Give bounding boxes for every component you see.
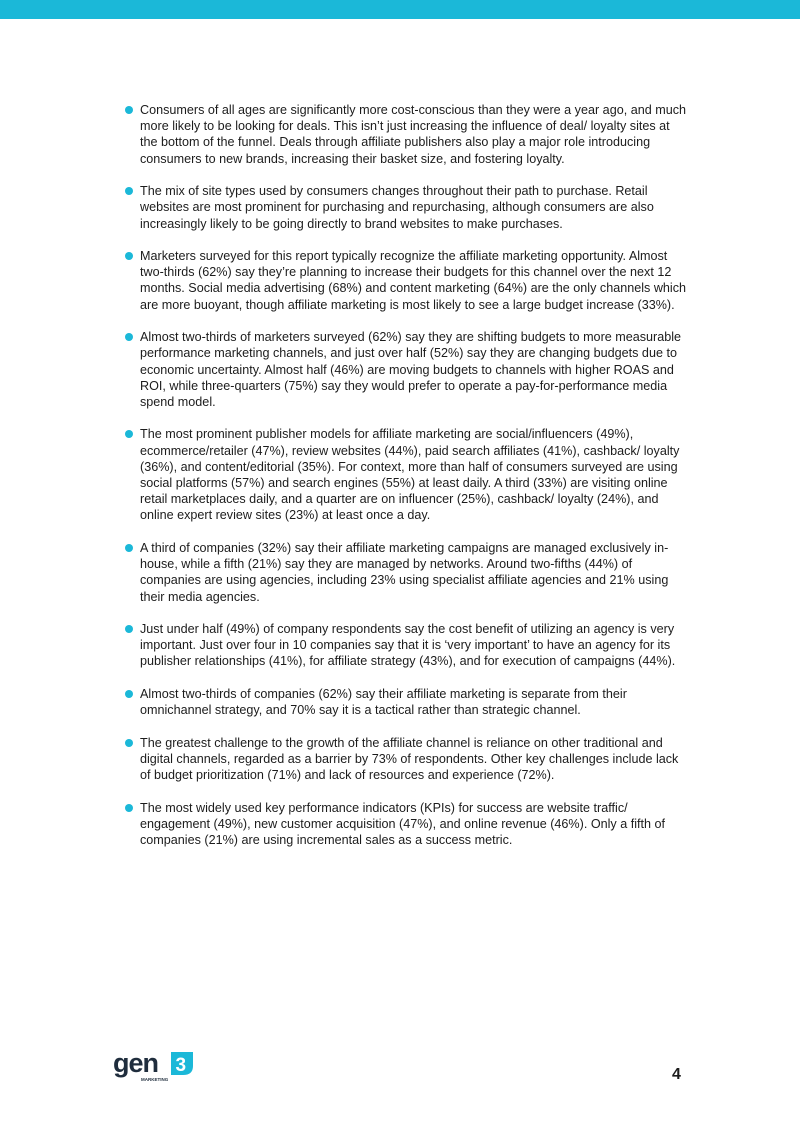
list-item xyxy=(124,426,689,523)
gen3-marketing-logo xyxy=(113,1048,195,1084)
bullet-dot-icon xyxy=(125,187,133,195)
list-item xyxy=(124,248,689,313)
bullet-dot-icon xyxy=(125,333,133,341)
bullet-text: Just under half (49%) of company respondents say the cost benefit of utilizing an agency is very important. Just over four in 10 companies say that it is ‘very important’ to have an agency for its publisher relationships (41%), for affiliate strategy (43%), and for execution of campaigns (44%). xyxy=(140,622,676,669)
bullet-text: Almost two-thirds of companies (62%) say their affiliate marketing is separate from their omnichannel strategy, and 70% say it is a tactical rather than strategic channel. xyxy=(140,686,627,718)
bullet-text: The most widely used key performance indicators (KPIs) for success are website traffic/ engagement (49%), new customer acquisition (47%), and online revenue (46%). Only a fifth of companies (21%) are using incremental sales as a success metric. xyxy=(140,800,666,847)
list-item xyxy=(124,800,689,849)
bullet-dot-icon xyxy=(125,252,133,260)
logo-wordmark: gen xyxy=(113,1048,159,1078)
logo-badge-number: 3 xyxy=(175,1055,187,1076)
bullet-text: The greatest challenge to the growth of the affiliate channel is reliance on other traditional and digital channels, regarded as a barrier by 73% of respondents. Other key challenges include lack of budget prioritization (71%) and lack of resources and experience (72%). xyxy=(140,735,679,783)
logo-subtitle: MARKETING xyxy=(141,1077,169,1082)
page-number: 4 xyxy=(672,1066,681,1083)
list-item xyxy=(124,183,689,232)
bullet-text: The most prominent publisher models for affiliate marketing are social/influencers (49%), ecommerce/retailer (47%), review websites (44%), paid search affiliates (41%), cashback/ loyalty (36%), and content/editorial (35%). For context, more than half of consumers surveyed are using social platforms (57%) and search engines (55%) at least daily. A third (33%) are visiting online retail marketplaces daily, and a quarter are on influencer (25%), cashback/ loyalty (24%), and online expert review sites (23%) at least once a day. xyxy=(140,427,680,523)
list-item xyxy=(124,621,689,670)
bullet-dot-icon xyxy=(125,690,133,698)
bullet-text: Almost two-thirds of marketers surveyed (62%) say they are shifting budgets to more measurable performance marketing channels, and just over half (52%) say they are changing budgets due to economic uncertainty. Almost half (46%) are moving budgets to channels with higher ROAS and ROI, while three-quarters (75%) say they would prefer to operate a pay-for-performance media spend model. xyxy=(140,330,682,409)
list-item xyxy=(124,735,689,784)
bullet-text: The mix of site types used by consumers changes throughout their path to purchase. Retail websites are most prominent for purchasing and repurchasing, although consumers are also increasingly likely to be going directly to brand websites to make purchases. xyxy=(140,184,654,231)
list-item xyxy=(124,540,689,605)
list-item xyxy=(124,102,689,167)
list-item xyxy=(124,329,689,410)
list-item xyxy=(124,686,689,718)
bullet-dot-icon xyxy=(125,430,133,438)
bullet-dot-icon xyxy=(125,804,133,812)
bullet-dot-icon xyxy=(125,106,133,114)
top-accent-bar xyxy=(0,0,800,19)
bullet-dot-icon xyxy=(125,739,133,747)
bullet-text: A third of companies (32%) say their affiliate marketing campaigns are managed exclusively in-house, while a fifth (21%) say they are managed by networks. Around two-fifths (44%) of companies are using agencies, including 23% using specialist affiliate agencies and 21% using their media agencies. xyxy=(140,540,669,604)
bullet-dot-icon xyxy=(125,544,133,552)
key-findings-list xyxy=(124,102,689,864)
bullet-text: Consumers of all ages are significantly more cost-conscious than they were a year ago, and much more likely to be looking for deals. This isn’t just increasing the influence of deal/ loyalty sites at the bottom of the funnel. Deals through affiliate publishers also play a major role introducing consumers to new brands, increasing their basket size, and fostering loyalty. xyxy=(140,103,687,166)
bullet-dot-icon xyxy=(125,625,133,633)
bullet-text: Marketers surveyed for this report typically recognize the affiliate marketing opportunity. Almost two-thirds (62%) say they’re planning to increase their budgets for this channel over the next 12 months. Social media advertising (68%) and content marketing (64%) are the only channels which are more buoyant, though affiliate marketing is most likely to see a large budget increase (33%). xyxy=(140,249,687,312)
